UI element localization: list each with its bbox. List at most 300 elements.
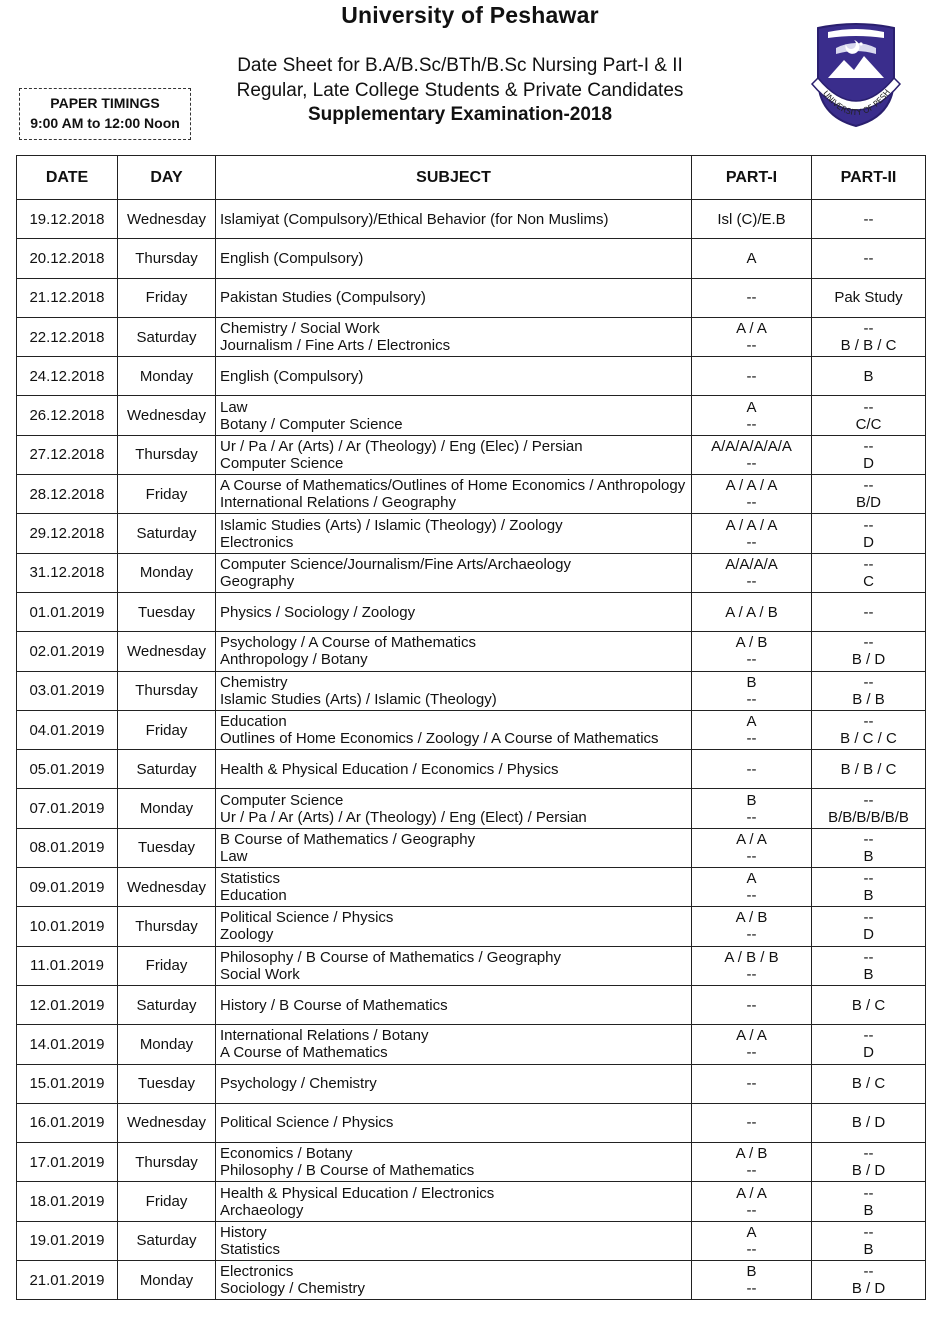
part1-cell: [692, 710, 812, 749]
part2-cell-line: B / B / C: [840, 337, 897, 355]
university-crest-icon: [806, 8, 906, 130]
part2-cell-line: Pak Study: [834, 289, 903, 307]
exam-date-cell: 19.12.2018: [17, 200, 118, 239]
part1-cell: [692, 475, 812, 514]
exam-day-cell: Friday: [118, 278, 216, 317]
part1-cell: [692, 1182, 812, 1221]
subject-cell: [216, 1064, 692, 1103]
part2-cell-line: --: [863, 1263, 874, 1281]
part2-cell-line: --: [863, 320, 874, 338]
exam-date-cell: 18.01.2019: [17, 1182, 118, 1221]
exam-date-cell: 14.01.2019: [17, 1025, 118, 1064]
exam-day-cell: Friday: [118, 710, 216, 749]
exam-day-cell: Friday: [118, 1182, 216, 1221]
part2-cell: [812, 632, 926, 671]
part1-cell-line: B: [746, 791, 757, 809]
part2-cell-line: C: [863, 572, 874, 590]
part2-cell-line: --: [863, 516, 874, 534]
exam-day-cell: Saturday: [118, 985, 216, 1024]
part2-cell-line: --: [863, 398, 874, 416]
subject-cell-line: History / B Course of Mathematics: [220, 996, 448, 1014]
part1-cell: [692, 1143, 812, 1182]
part1-cell: [692, 553, 812, 592]
table-header-row: [17, 156, 926, 200]
subject-cell-line: Social Work: [220, 965, 300, 983]
exam-date-cell: 24.12.2018: [17, 357, 118, 396]
exam-day-cell: Friday: [118, 946, 216, 985]
subject-cell: [216, 985, 692, 1024]
part1-cell: [692, 1064, 812, 1103]
part1-cell-line: --: [746, 730, 757, 747]
table-row: [17, 435, 926, 474]
exam-day-cell: Wednesday: [118, 868, 216, 907]
subject-cell: [216, 632, 692, 671]
part1-cell-line: --: [746, 1114, 757, 1132]
part1-cell: [692, 868, 812, 907]
part1-cell: [692, 750, 812, 789]
exam-date-cell: 22.12.2018: [17, 317, 118, 356]
table-row: [17, 868, 926, 907]
part2-cell: [812, 828, 926, 867]
paper-timings-box: [19, 88, 191, 140]
subject-cell-line: Computer Science: [220, 454, 344, 472]
subject-cell: [216, 750, 692, 789]
part2-cell: [812, 475, 926, 514]
subject-cell: [216, 1261, 692, 1300]
exam-day-cell: Saturday: [118, 514, 216, 553]
subject-cell: [216, 1182, 692, 1221]
part1-cell-line: A / A: [736, 830, 767, 848]
part1-cell: [692, 592, 812, 631]
paper-timings-value: 9:00 AM to 12:00 Noon: [30, 115, 180, 131]
exam-day-cell: Monday: [118, 1261, 216, 1300]
subject-cell-line: Health & Physical Education / Economics / Physics: [220, 760, 559, 778]
part2-cell-line: --: [863, 477, 874, 495]
subject-cell-line: Health & Physical Education / Electronics: [220, 1184, 495, 1202]
table-row: [17, 1261, 926, 1300]
part2-cell-line: B: [863, 1240, 874, 1258]
part2-cell: [812, 1221, 926, 1260]
part2-cell-line: B / D: [851, 1280, 886, 1298]
part1-cell-line: --: [746, 289, 757, 307]
exam-date-cell: 12.01.2019: [17, 985, 118, 1024]
subject-cell-line: Computer Science/Journalism/Fine Arts/Archaeology: [220, 555, 571, 573]
part2-cell-line: B: [863, 965, 874, 983]
part2-cell-line: --: [863, 870, 874, 888]
part2-cell: [812, 1143, 926, 1182]
subject-cell-line: Political Science / Physics: [220, 909, 394, 927]
part2-cell: [812, 750, 926, 789]
exam-day-cell: Saturday: [118, 1221, 216, 1260]
part1-cell-line: --: [746, 651, 757, 669]
part1-cell-line: --: [746, 1075, 757, 1093]
part1-cell: [692, 946, 812, 985]
subject-cell-line: Philosophy / B Course of Mathematics / Geography: [220, 948, 562, 966]
table-row: [17, 828, 926, 867]
part2-cell: [812, 1064, 926, 1103]
part2-cell-line: --: [863, 909, 874, 927]
part1-cell: [692, 239, 812, 278]
column-header-subject: SUBJECT: [216, 156, 692, 200]
part1-cell-line: A: [746, 870, 757, 888]
part1-cell-line: A / A: [736, 1184, 767, 1202]
part2-cell-line: B / D: [851, 1162, 886, 1180]
subject-cell-line: Electronics: [220, 1263, 294, 1281]
table-row: [17, 1025, 926, 1064]
exam-date-cell: 31.12.2018: [17, 553, 118, 592]
part1-cell-line: --: [746, 926, 757, 944]
subject-cell: [216, 592, 692, 631]
part2-cell: [812, 396, 926, 435]
subject-cell: [216, 1025, 692, 1064]
part1-cell-line: --: [746, 847, 757, 865]
exam-day-cell: Thursday: [118, 435, 216, 474]
exam-day-cell: Saturday: [118, 750, 216, 789]
part1-cell-line: --: [746, 690, 757, 708]
part1-cell: [692, 1025, 812, 1064]
part2-cell-line: B / D: [851, 651, 886, 669]
part2-cell-line: --: [863, 555, 874, 573]
exam-day-cell: Wednesday: [118, 632, 216, 671]
table-row: [17, 396, 926, 435]
exam-day-cell: Monday: [118, 553, 216, 592]
part1-cell: [692, 632, 812, 671]
subject-cell-line: A Course of Mathematics: [220, 1044, 388, 1062]
subject-cell-line: Chemistry: [220, 673, 288, 691]
part2-cell-line: D: [863, 926, 874, 944]
subject-cell-line: International Relations / Botany: [220, 1027, 429, 1045]
part1-cell-line: --: [746, 760, 757, 778]
part2-cell: [812, 710, 926, 749]
exam-date-cell: 29.12.2018: [17, 514, 118, 553]
subject-cell-line: Statistics: [220, 1240, 281, 1258]
part2-cell: [812, 1025, 926, 1064]
part2-cell-line: B / B / C: [840, 760, 897, 778]
exam-day-cell: Monday: [118, 1025, 216, 1064]
subject-cell-line: Archaeology: [220, 1201, 304, 1219]
part2-cell-line: --: [863, 1223, 874, 1241]
part1-cell-line: A / B: [735, 634, 768, 652]
part2-cell-line: --: [863, 1184, 874, 1202]
exam-date-cell: 26.12.2018: [17, 396, 118, 435]
subject-cell-line: Education: [220, 713, 287, 730]
part2-cell: [812, 239, 926, 278]
subject-cell: [216, 907, 692, 946]
subject-cell: [216, 317, 692, 356]
exam-date-cell: 15.01.2019: [17, 1064, 118, 1103]
part1-cell: [692, 278, 812, 317]
part1-cell: [692, 907, 812, 946]
exam-day-cell: Thursday: [118, 239, 216, 278]
part1-cell-line: --: [746, 1162, 757, 1180]
subject-cell: [216, 789, 692, 828]
subject-cell-line: B Course of Mathematics / Geography: [220, 830, 476, 848]
subject-cell: [216, 710, 692, 749]
subject-cell-line: Outlines of Home Economics / Zoology / A Course of Mathematics: [220, 730, 659, 747]
part1-cell-line: A / A / B: [725, 603, 778, 621]
exam-date-cell: 07.01.2019: [17, 789, 118, 828]
subject-cell-line: Political Science / Physics: [220, 1114, 394, 1132]
part2-cell-line: B/B/B/B/B/B: [828, 808, 909, 826]
subject-cell-line: English (Compulsory): [220, 367, 364, 385]
subject-cell: [216, 1103, 692, 1142]
part1-cell-line: --: [746, 996, 757, 1014]
subject-cell-line: A Course of Mathematics/Outlines of Home Economics / Anthropology: [220, 477, 686, 495]
part2-cell: [812, 1182, 926, 1221]
part1-cell: [692, 828, 812, 867]
part2-cell-line: --: [863, 603, 874, 621]
part2-cell-line: B / B: [852, 690, 885, 708]
subject-cell: [216, 278, 692, 317]
exam-day-cell: Thursday: [118, 1143, 216, 1182]
table-row: [17, 1064, 926, 1103]
table-row: [17, 985, 926, 1024]
subject-cell-line: Zoology: [220, 926, 274, 944]
part2-cell: [812, 789, 926, 828]
part2-cell: [812, 553, 926, 592]
table-row: [17, 239, 926, 278]
subject-cell-line: Anthropology / Botany: [220, 651, 368, 669]
exam-day-cell: Thursday: [118, 907, 216, 946]
exam-day-cell: Friday: [118, 475, 216, 514]
subject-cell-line: Psychology / Chemistry: [220, 1075, 377, 1093]
exam-date-cell: 11.01.2019: [17, 946, 118, 985]
subject-cell-line: Electronics: [220, 533, 294, 551]
part2-cell-line: B: [863, 1201, 874, 1219]
part2-cell-line: --: [863, 791, 874, 809]
part1-cell: [692, 1103, 812, 1142]
subject-cell-line: English (Compulsory): [220, 249, 364, 267]
paper-timings-label: PAPER TIMINGS: [50, 95, 160, 111]
part2-cell-line: B/D: [855, 494, 881, 512]
part2-cell: [812, 946, 926, 985]
subject-cell-line: Education: [220, 887, 287, 905]
part2-cell-line: D: [863, 454, 874, 472]
part1-cell-line: A: [746, 249, 757, 267]
exam-day-cell: Wednesday: [118, 200, 216, 239]
part1-cell: [692, 435, 812, 474]
exam-date-cell: 08.01.2019: [17, 828, 118, 867]
table-row: [17, 553, 926, 592]
exam-date-cell: 16.01.2019: [17, 1103, 118, 1142]
column-header-date: DATE: [17, 156, 118, 200]
part1-cell-line: A: [746, 1223, 757, 1241]
subject-cell-line: Computer Science: [220, 791, 344, 809]
subject-cell-line: Psychology / A Course of Mathematics: [220, 634, 476, 652]
table-row: [17, 1103, 926, 1142]
exam-date-cell: 10.01.2019: [17, 907, 118, 946]
part2-cell: [812, 317, 926, 356]
subject-cell-line: Islamic Studies (Arts) / Islamic (Theology) / Zoology: [220, 516, 563, 534]
part1-cell-line: --: [746, 415, 757, 433]
exam-date-cell: 28.12.2018: [17, 475, 118, 514]
table-row: [17, 475, 926, 514]
subject-cell-line: International Relations / Geography: [220, 494, 456, 512]
part1-cell: [692, 789, 812, 828]
part1-cell-line: --: [746, 1201, 757, 1219]
part2-cell-line: D: [863, 533, 874, 551]
part1-cell: [692, 514, 812, 553]
part1-cell-line: A/A/A/A/A/A: [711, 437, 792, 455]
subject-cell-line: Geography: [220, 572, 295, 590]
page-title: University of Peshawar: [341, 2, 599, 28]
subject-cell-line: Pakistan Studies (Compulsory): [220, 289, 426, 307]
part2-cell: [812, 278, 926, 317]
candidates-heading: Regular, Late College Students & Private Candidates: [236, 80, 684, 101]
part2-cell-line: B / C: [851, 1075, 886, 1093]
subject-cell: [216, 239, 692, 278]
table-row: [17, 946, 926, 985]
part2-cell-line: --: [863, 1027, 874, 1045]
part2-cell-line: C/C: [855, 415, 882, 433]
exam-date-cell: 05.01.2019: [17, 750, 118, 789]
part1-cell-line: A: [746, 398, 757, 416]
part1-cell: [692, 1261, 812, 1300]
crest-text: UNIVERSITY OF PESH: [820, 87, 893, 118]
part1-cell-line: --: [746, 1280, 757, 1298]
subject-cell: [216, 1221, 692, 1260]
subject-cell-line: Islamiyat (Compulsory)/Ethical Behavior (for Non Muslims): [220, 210, 609, 228]
subject-cell-line: Chemistry / Social Work: [220, 320, 380, 338]
exam-date-cell: 03.01.2019: [17, 671, 118, 710]
part2-cell-line: B: [863, 847, 874, 865]
date-sheet-table: [16, 155, 926, 1300]
exam-date-cell: 19.01.2019: [17, 1221, 118, 1260]
exam-date-cell: 01.01.2019: [17, 592, 118, 631]
part1-cell-line: A/A/A/A: [725, 555, 778, 573]
part2-cell: [812, 357, 926, 396]
part2-cell-line: D: [863, 1044, 874, 1062]
subject-cell: [216, 868, 692, 907]
part2-cell-line: --: [863, 713, 874, 730]
exam-date-cell: 21.01.2019: [17, 1261, 118, 1300]
subject-cell-line: History: [220, 1223, 267, 1241]
exam-date-cell: 02.01.2019: [17, 632, 118, 671]
column-header-day: DAY: [118, 156, 216, 200]
exam-date-cell: 21.12.2018: [17, 278, 118, 317]
subject-cell-line: Law: [220, 847, 248, 865]
subject-cell-line: Statistics: [220, 870, 281, 888]
part1-cell: [692, 985, 812, 1024]
subject-cell-line: Economics / Botany: [220, 1145, 353, 1163]
table-row: [17, 357, 926, 396]
part2-cell-line: --: [863, 437, 874, 455]
part2-cell-line: --: [863, 1145, 874, 1163]
part1-cell-line: A / B: [735, 1145, 768, 1163]
part1-cell-line: --: [746, 454, 757, 472]
exam-heading: Supplementary Examination-2018: [307, 104, 613, 125]
exam-day-cell: Saturday: [118, 317, 216, 356]
subject-cell: [216, 396, 692, 435]
table-row: [17, 632, 926, 671]
table-row: [17, 789, 926, 828]
table-row: [17, 200, 926, 239]
subject-cell-line: Journalism / Fine Arts / Electronics: [220, 337, 451, 355]
part2-cell-line: --: [863, 210, 874, 228]
exam-date-cell: 17.01.2019: [17, 1143, 118, 1182]
subject-cell-line: Sociology / Chemistry: [220, 1280, 366, 1298]
part1-cell-line: --: [746, 887, 757, 905]
subject-cell: [216, 553, 692, 592]
part1-cell-line: Isl (C)/E.B: [717, 210, 786, 228]
part2-cell-line: --: [863, 830, 874, 848]
part1-cell-line: --: [746, 572, 757, 590]
table-row: [17, 710, 926, 749]
table-row: [17, 317, 926, 356]
subject-cell-line: Ur / Pa / Ar (Arts) / Ar (Theology) / Eng (Elect) / Persian: [220, 808, 587, 826]
column-header-part1: PART-I: [692, 156, 812, 200]
table-row: [17, 1143, 926, 1182]
subject-cell: [216, 671, 692, 710]
part1-cell-line: --: [746, 367, 757, 385]
subject-cell-line: Philosophy / B Course of Mathematics: [220, 1162, 475, 1180]
part2-cell: [812, 671, 926, 710]
exam-day-cell: Wednesday: [118, 396, 216, 435]
part2-cell: [812, 514, 926, 553]
exam-date-cell: 09.01.2019: [17, 868, 118, 907]
part1-cell-line: --: [746, 494, 757, 512]
subject-cell: [216, 357, 692, 396]
exam-day-cell: Tuesday: [118, 592, 216, 631]
subject-cell-line: Law: [220, 398, 248, 416]
part1-cell-line: A / A / A: [725, 477, 778, 495]
part1-cell-line: A / B / B: [724, 948, 779, 966]
part1-cell: [692, 671, 812, 710]
part2-cell-line: --: [863, 673, 874, 691]
subject-cell-line: Physics / Sociology / Zoology: [220, 603, 416, 621]
exam-date-cell: 27.12.2018: [17, 435, 118, 474]
subject-cell: [216, 475, 692, 514]
subject-cell: [216, 514, 692, 553]
part2-cell-line: B / D: [851, 1114, 886, 1132]
part2-cell-line: B / C / C: [840, 730, 897, 747]
part2-cell: [812, 1261, 926, 1300]
part2-cell-line: B: [863, 367, 874, 385]
part2-cell-line: --: [863, 249, 874, 267]
exam-day-cell: Thursday: [118, 671, 216, 710]
part2-cell-line: --: [863, 634, 874, 652]
part1-cell-line: A / B: [735, 909, 768, 927]
part1-cell-line: B: [746, 673, 757, 691]
part1-cell: [692, 396, 812, 435]
subject-cell: [216, 435, 692, 474]
exam-day-cell: Tuesday: [118, 828, 216, 867]
part2-cell: [812, 1103, 926, 1142]
part1-cell-line: --: [746, 337, 757, 355]
part1-cell: [692, 317, 812, 356]
part1-cell: [692, 357, 812, 396]
table-row: [17, 750, 926, 789]
table-row: [17, 514, 926, 553]
part1-cell-line: --: [746, 965, 757, 983]
part2-cell-line: B / C: [851, 996, 886, 1014]
table-row: [17, 907, 926, 946]
column-header-part2: PART-II: [812, 156, 926, 200]
table-row: [17, 671, 926, 710]
exam-day-cell: Monday: [118, 789, 216, 828]
part2-cell: [812, 907, 926, 946]
part1-cell: [692, 200, 812, 239]
part2-cell: [812, 200, 926, 239]
part2-cell: [812, 435, 926, 474]
exam-day-cell: Wednesday: [118, 1103, 216, 1142]
part1-cell-line: --: [746, 808, 757, 826]
table-row: [17, 278, 926, 317]
part2-cell: [812, 868, 926, 907]
part1-cell-line: A: [746, 713, 757, 730]
exam-date-cell: 04.01.2019: [17, 710, 118, 749]
part2-cell: [812, 985, 926, 1024]
